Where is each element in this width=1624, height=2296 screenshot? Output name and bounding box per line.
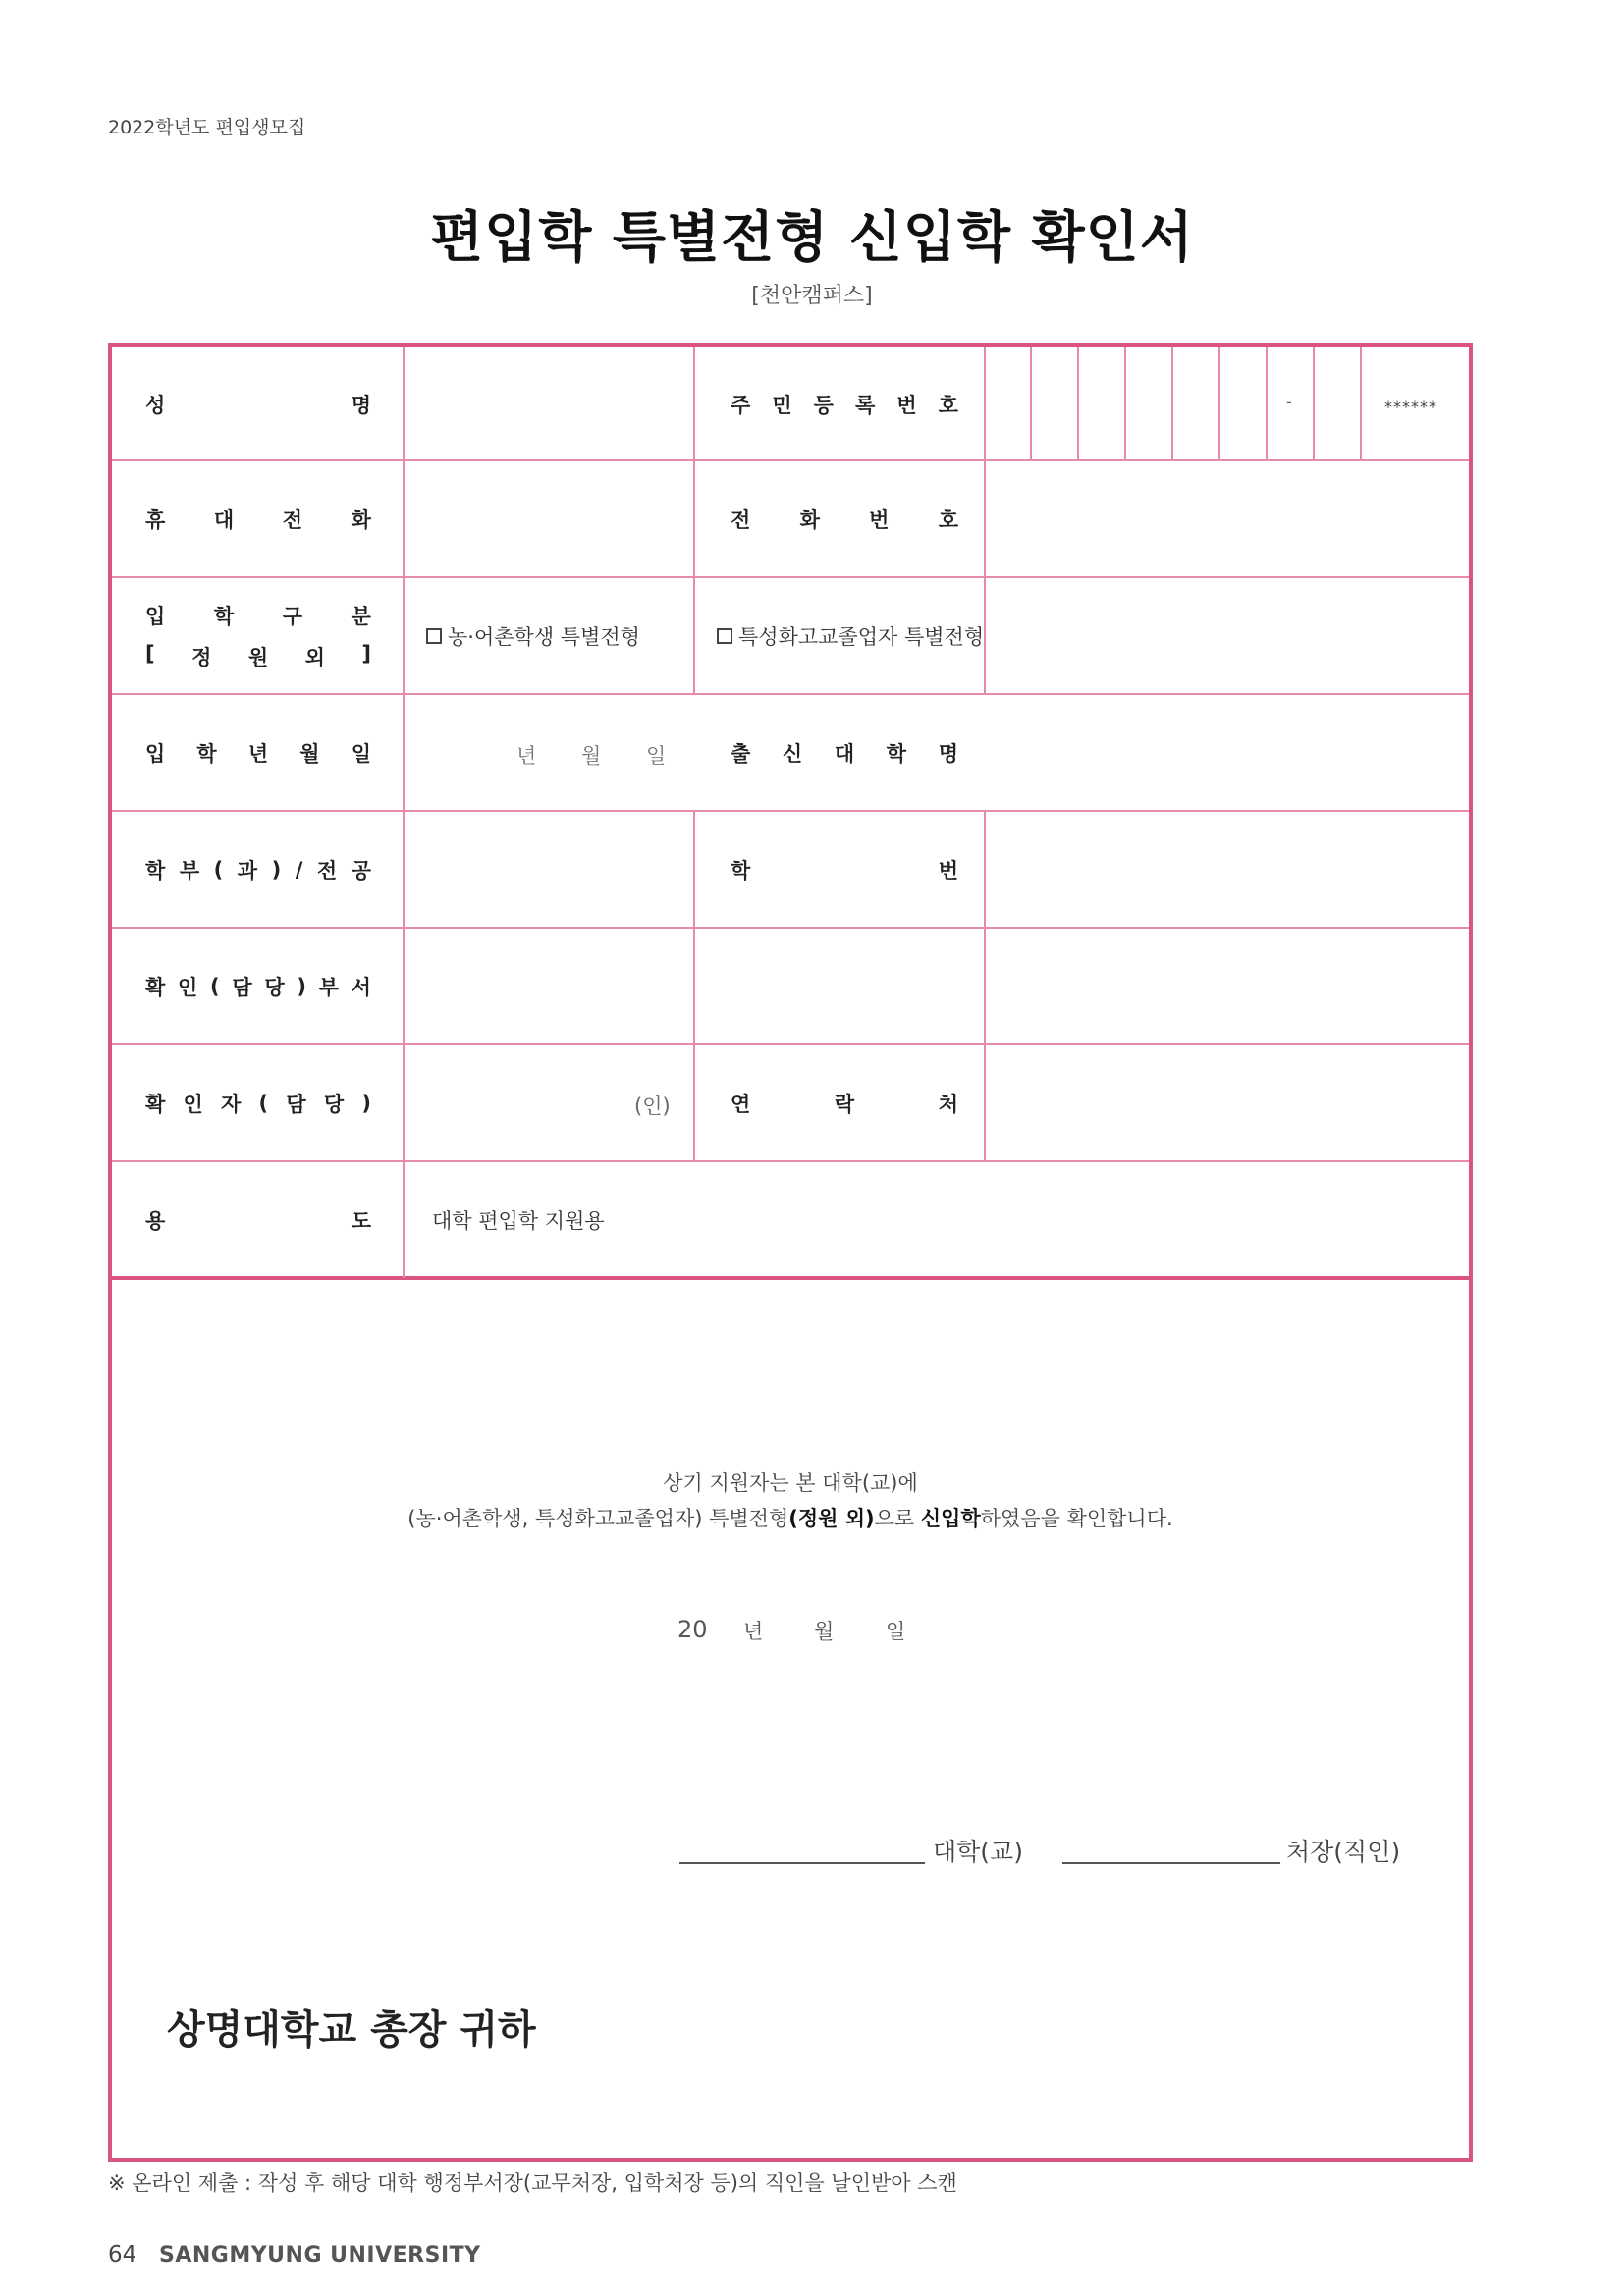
statement-emphasis: (정원 외) bbox=[788, 1507, 875, 1530]
column-divider bbox=[693, 1043, 695, 1160]
checkbox-icon[interactable] bbox=[717, 628, 732, 644]
university-label: 대학(교) bbox=[933, 1838, 1023, 1866]
label-student-id bbox=[731, 812, 958, 928]
label-char: 호 bbox=[938, 394, 958, 417]
date-prefix: 20 bbox=[677, 1616, 708, 1643]
label-char: 학 bbox=[731, 859, 751, 882]
label-char: 외 bbox=[304, 646, 325, 669]
admission-date-year: 년 bbox=[516, 744, 537, 768]
label-char: 번 bbox=[896, 394, 917, 417]
label-char: 출 bbox=[731, 742, 751, 766]
label-department bbox=[145, 812, 371, 928]
label-char: 서 bbox=[351, 976, 371, 999]
label-char: 정 bbox=[191, 646, 212, 669]
label-char: 연 bbox=[731, 1093, 751, 1116]
statement-part: 하였음을 확인합니다. bbox=[980, 1507, 1173, 1530]
column-divider bbox=[984, 1043, 986, 1160]
label-confirming-department bbox=[145, 929, 371, 1044]
label-char: 공 bbox=[351, 859, 371, 882]
label-char: 도 bbox=[351, 1209, 371, 1233]
label-contact bbox=[731, 1045, 958, 1161]
label-char: 과 bbox=[237, 859, 258, 882]
footnote: ※ 온라인 제출 : 작성 후 해당 대학 행정부서장(교무처장, 입학처장 등)의 직인을 날인받아 스캔 bbox=[108, 2171, 957, 2195]
label-char: 성 bbox=[145, 394, 166, 417]
purpose-value: 대학 편입학 지원용 bbox=[432, 1209, 605, 1233]
label-confirmer bbox=[145, 1045, 371, 1161]
label-char: 대 bbox=[834, 742, 855, 766]
label-char: 락 bbox=[834, 1093, 855, 1116]
label-char: 신 bbox=[782, 742, 803, 766]
checkbox-rural-student[interactable] bbox=[426, 578, 640, 694]
label-char: ( bbox=[213, 858, 224, 881]
label-char: 확 bbox=[145, 976, 166, 999]
label-char: 등 bbox=[813, 394, 834, 417]
label-char: 학 bbox=[886, 742, 907, 766]
label-char: ( bbox=[258, 1092, 269, 1115]
label-char: 휴 bbox=[145, 508, 166, 532]
label-char: 용 bbox=[145, 1209, 166, 1233]
label-name bbox=[145, 347, 371, 462]
statement-part: (농·어촌학생, 특성화고교졸업자) 특별전형 bbox=[407, 1507, 789, 1530]
label-char: 담 bbox=[286, 1093, 306, 1116]
checkbox-vocational-graduate[interactable] bbox=[717, 578, 984, 694]
addressee: 상명대학교 총장 귀하 bbox=[167, 2007, 536, 2053]
head-signature-line[interactable] bbox=[1062, 1862, 1280, 1864]
label-char: 부 bbox=[318, 976, 339, 999]
university-name: SANGMYUNG UNIVERSITY bbox=[159, 2243, 481, 2268]
label-char: [ bbox=[145, 642, 155, 666]
confirmation-form bbox=[108, 343, 1473, 2162]
label-char: 일 bbox=[351, 742, 371, 766]
checkbox-label: 농·어촌학생 특별전형 bbox=[448, 625, 640, 649]
label-phone bbox=[731, 461, 958, 577]
id-box-divider bbox=[1360, 347, 1362, 460]
resident-number-masked: ****** bbox=[1384, 398, 1437, 416]
label-char: 전 bbox=[316, 859, 338, 882]
statement-line1: 상기 지원자는 본 대학(교)에 bbox=[663, 1471, 918, 1495]
column-divider bbox=[984, 347, 986, 693]
date-year: 년 bbox=[743, 1620, 764, 1643]
label-char: 명 bbox=[938, 742, 958, 766]
page-number: 64 bbox=[108, 2242, 137, 2268]
id-box-divider bbox=[1124, 347, 1126, 460]
statement-part: 으로 bbox=[874, 1507, 915, 1530]
label-char: 인 bbox=[178, 976, 198, 999]
label-char: ) bbox=[361, 1092, 371, 1115]
label-admission-type-line1 bbox=[145, 601, 371, 630]
label-char: ( bbox=[210, 975, 220, 998]
label-admission-type-line2 bbox=[145, 642, 371, 671]
label-char: 학 bbox=[213, 605, 235, 628]
university-signature-line[interactable] bbox=[679, 1862, 925, 1864]
label-char: 전 bbox=[731, 508, 751, 532]
header-note: 2022학년도 편입생모집 bbox=[108, 117, 306, 138]
label-purpose bbox=[145, 1162, 371, 1278]
label-char: 년 bbox=[247, 742, 269, 766]
id-box-divider bbox=[1266, 347, 1268, 460]
label-char: / bbox=[295, 858, 303, 881]
label-char: 자 bbox=[221, 1093, 242, 1116]
id-box-divider bbox=[1313, 347, 1315, 460]
document-title: 편입학 특별전형 신입학 확인서 bbox=[430, 206, 1194, 270]
label-char: 입 bbox=[145, 605, 166, 628]
label-char: 분 bbox=[351, 605, 371, 628]
statement-emphasis: 신입학 bbox=[920, 1507, 981, 1530]
label-char: ) bbox=[271, 858, 282, 881]
label-char: 전 bbox=[282, 508, 303, 532]
label-char: 부 bbox=[179, 859, 200, 882]
label-char: 주 bbox=[731, 394, 751, 417]
label-resident-number bbox=[731, 347, 958, 462]
document-subtitle: [천안캠퍼스] bbox=[751, 284, 873, 308]
id-box-divider bbox=[1171, 347, 1173, 460]
label-char: 명 bbox=[351, 394, 371, 417]
seal-mark: (인) bbox=[634, 1095, 671, 1118]
id-box-divider bbox=[1077, 347, 1079, 460]
column-divider bbox=[693, 810, 695, 1043]
label-char: 대 bbox=[213, 508, 235, 532]
admission-date-day: 일 bbox=[646, 744, 667, 768]
label-char: 확 bbox=[145, 1093, 166, 1116]
label-char: 당 bbox=[264, 976, 285, 999]
date-month: 월 bbox=[814, 1620, 835, 1643]
checkbox-icon[interactable] bbox=[426, 628, 442, 644]
column-divider bbox=[403, 347, 405, 1278]
statement-line2 bbox=[112, 1503, 1469, 1532]
label-char: 학 bbox=[196, 742, 217, 766]
label-char: 입 bbox=[145, 742, 166, 766]
label-char: 민 bbox=[772, 394, 792, 417]
label-char: 당 bbox=[323, 1093, 345, 1116]
label-char: 월 bbox=[299, 742, 320, 766]
label-char: 화 bbox=[351, 508, 371, 532]
label-admission-type bbox=[145, 578, 371, 694]
label-char: 호 bbox=[938, 508, 958, 532]
label-admission-date bbox=[145, 695, 371, 811]
label-mobile bbox=[145, 461, 371, 577]
date-day: 일 bbox=[886, 1620, 906, 1643]
label-char: 번 bbox=[938, 859, 958, 882]
label-char: 구 bbox=[282, 605, 303, 628]
column-divider bbox=[984, 810, 986, 1043]
label-char: 담 bbox=[232, 976, 252, 999]
label-graduated-university bbox=[731, 695, 958, 811]
resident-number-dash: - bbox=[1286, 393, 1292, 411]
id-box-divider bbox=[1030, 347, 1032, 460]
admission-date-month: 월 bbox=[581, 744, 602, 768]
column-divider bbox=[693, 347, 695, 693]
label-char: 화 bbox=[799, 508, 820, 532]
label-char: 처 bbox=[938, 1093, 958, 1116]
checkbox-label: 특성화고교졸업자 특별전형 bbox=[738, 625, 985, 649]
label-char: 원 bbox=[247, 646, 269, 669]
head-label: 처장(직인) bbox=[1286, 1838, 1401, 1866]
label-char: 록 bbox=[854, 394, 876, 417]
label-char: 학 bbox=[145, 859, 166, 882]
label-char: ) bbox=[297, 975, 306, 998]
label-char: ] bbox=[361, 642, 371, 666]
id-box-divider bbox=[1218, 347, 1220, 460]
label-char: 인 bbox=[183, 1093, 203, 1116]
label-char: 번 bbox=[869, 508, 890, 532]
